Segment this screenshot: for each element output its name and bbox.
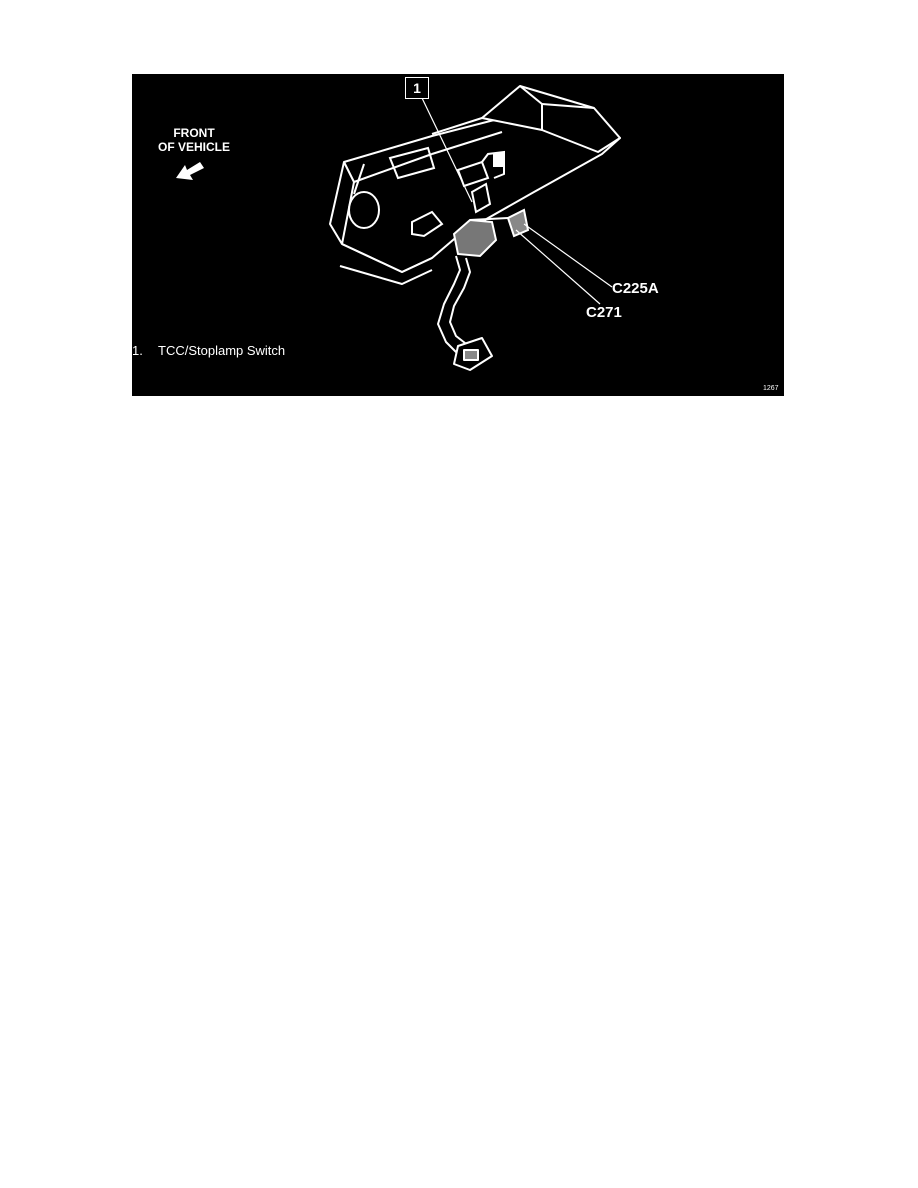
front-label-line1: FRONT [173,126,215,140]
connector-label-c225a: C225A [612,280,659,297]
legend-number: 1. [132,343,143,358]
front-label-line2: OF VEHICLE [158,140,231,154]
diagram-figure [132,74,784,396]
figure-code: 1267 [763,385,779,392]
connector-label-c271: C271 [586,304,622,321]
brake-pedal-arm [438,256,492,370]
round-opening [349,192,379,228]
legend-text: TCC/Stoplamp Switch [158,343,286,358]
callout-number-box: 1 [405,77,429,99]
front-arrow-icon [176,162,204,180]
front-of-vehicle-label [158,126,230,154]
